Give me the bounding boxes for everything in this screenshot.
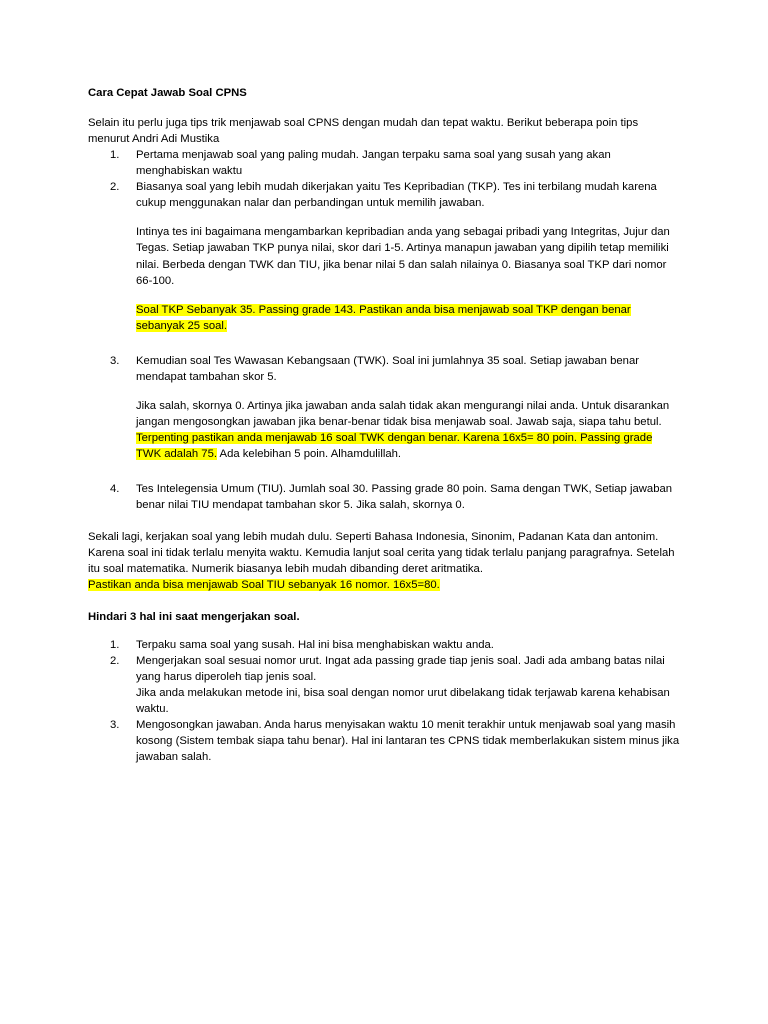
closing-paragraph: Sekali lagi, kerjakan soal yang lebih mudah dulu. Seperti Bahasa Indonesia, Sinonim, Padanan Kata dan antonim. Karena soal ini tidak terlalu menyita waktu. Kemudia lanjut soal cerita yang tidak terlalu panjang paragrafnya. Setelah itu soal matematika. Numerik biasanya lebih mudah dibanding deret aritmatika. (88, 530, 675, 575)
list-item-subparagraph: Intinya tes ini bagaimana mengambarkan kepribadian anda yang sebagai pribadi yang Integritas, Jujur dan Tegas. Setiap jawaban TKP punya nilai, skor dari 1-5. Artinya manapun jawaban yang dipilih tetap memiliki nilai. Berbeda dengan TWK dan TIU, jika benar nilai 5 dan salah nilainya 0. Biasanya soal TKP dari nomor 66-100. (136, 226, 670, 287)
closing-highlight-line (88, 577, 680, 593)
list-item-text: Mengerjakan soal sesuai nomor urut. Ingat ada passing grade tiap jenis soal. Jadi ada ambang batas nilai yang harus diperoleh tiap jenis soal. (136, 655, 665, 684)
highlighted-note-tkp (136, 302, 680, 334)
list-item (88, 481, 680, 513)
list-number: 2. (110, 655, 120, 668)
subparagraph-before: Jika salah, skornya 0. Artinya jika jawaban anda salah tidak akan mengurangi nilai anda. Untuk disarankan jangan mengosongkan jawaban jika benar-benar tidak bisa menjawab soal. Jawab saja, siapa tahu betul. (136, 399, 670, 428)
page-title: Cara Cepat Jawab Soal CPNS (88, 87, 247, 99)
list-item (88, 637, 680, 653)
list-number: 1. (110, 149, 120, 162)
list-number: 1. (110, 639, 120, 652)
list-item-text: Mengosongkan jawaban. Anda harus menyisakan waktu 10 menit terakhir untuk menjawab soal yang masih kosong (Sistem tembak siapa tahu benar). Hal ini lantaran tes CPNS tidak memberlakukan sistem minus jika jawaban salah. (136, 719, 680, 764)
list-item-subparagraph: Jika anda melakukan metode ini, bisa soal dengan nomor urut dibelakang tidak terjawab karena kehabisan waktu. (136, 687, 670, 716)
list-item-text: Pertama menjawab soal yang paling mudah. Jangan terpaku sama soal yang susah yang akan menghabiskan waktu (136, 149, 611, 178)
intro-paragraph: Selain itu perlu juga tips trik menjawab soal CPNS dengan mudah dan tepat waktu. Berikut beberapa poin tips menurut Andri Adi Mustika (88, 117, 639, 146)
subparagraph-after: Ada kelebihan 5 poin. Alhamdulillah. (217, 447, 402, 460)
list-item (88, 353, 680, 462)
list-number: 4. (110, 482, 120, 495)
list-one (88, 147, 680, 513)
list-item-text: Tes Intelegensia Umum (TIU). Jumlah soal 30. Passing grade 80 poin. Sama dengan TWK, Setiap jawaban benar nilai TIU mendapat tambahan skor 5. Jika salah, skornya 0. (136, 482, 673, 511)
list-item (88, 147, 680, 179)
list-item-text: Terpaku sama soal yang susah. Hal ini bisa menghabiskan waktu anda. (136, 639, 494, 652)
list-number: 3. (110, 354, 120, 367)
list-item-subparagraph (136, 398, 680, 462)
list-item (88, 717, 680, 765)
list-two (88, 637, 680, 765)
list-number: 2. (110, 181, 120, 194)
highlight-text: Terpenting pastikan anda menjawab 16 soal TWK dengan benar. Karena 16x5= 80 poin. Passing grade TWK adalah 75. (136, 431, 653, 460)
list-item-text: Biasanya soal yang lebih mudah dikerjakan yaitu Tes Kepribadian (TKP). Tes ini terbilang mudah karena cukup menggunakan nalar dan perbandingan untuk memilih jawaban. (136, 181, 657, 210)
list-item (88, 653, 680, 717)
highlight-text: Soal TKP Sebanyak 35. Passing grade 143. Pastikan anda bisa menjawab soal TKP dengan benar sebanyak 25 soal. (136, 303, 631, 332)
highlight-text: Pastikan anda bisa menjawab Soal TIU sebanyak 16 nomor. 16x5=80. (88, 578, 440, 591)
section-heading-avoid: Hindari 3 hal ini saat mengerjakan soal. (88, 611, 300, 623)
list-item (88, 179, 680, 333)
list-number: 3. (110, 719, 120, 732)
list-item-text: Kemudian soal Tes Wawasan Kebangsaan (TWK). Soal ini jumlahnya 35 soal. Setiap jawaban benar mendapat tambahan skor 5. (136, 354, 639, 383)
